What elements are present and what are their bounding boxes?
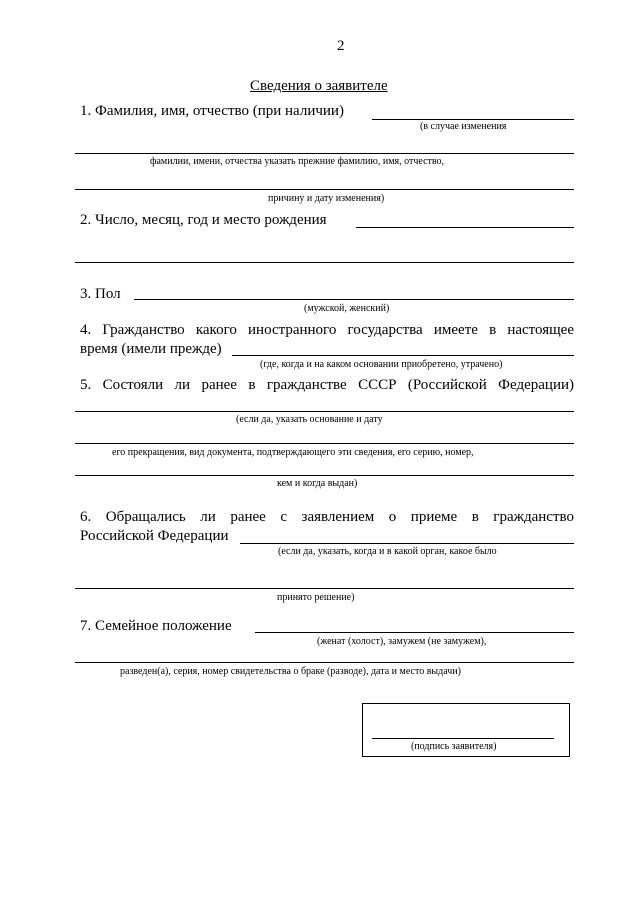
q1-field-2[interactable] [75,153,574,154]
q1-label: 1. Фамилия, имя, отчество (при наличии) [80,103,344,119]
q5-field-2[interactable] [75,443,574,444]
q5-hint-1: (если да, указать основание и дату [236,414,383,425]
q2-field-1[interactable] [356,227,574,228]
q2-label: 2. Число, месяц, год и место рождения [80,212,327,228]
q4-label-line2: время (имели прежде) [80,341,222,357]
q4-label-line1: 4. Гражданство какого иностранного государства имеете в настоящее [80,322,574,338]
q5-field-1[interactable] [75,411,574,412]
q1-hint-3: причину и дату изменения) [268,193,385,204]
q7-label: 7. Семейное положение [80,618,232,634]
q6-label-line1: 6. Обращались ли ранее с заявлением о приеме в гражданство [80,509,574,525]
q6-label-line2: Российской Федерации [80,528,229,544]
q2-field-2[interactable] [75,262,574,263]
q7-hint-1: (женат (холост), замужем (не замужем), [317,636,487,647]
q5-hint-2: его прекращения, вид документа, подтверждающего эти сведения, его серию, номер, [112,447,474,458]
q4-hint: (где, когда и на каком основании приобретено, утрачено) [260,359,503,370]
q6-field-2[interactable] [75,588,574,589]
q1-field-3[interactable] [75,189,574,190]
signature-field[interactable] [372,738,554,739]
q3-hint: (мужской, женский) [304,303,390,314]
q1-name-field[interactable] [372,119,574,120]
form-title: Сведения о заявителе [250,78,388,94]
q3-field[interactable] [134,299,574,300]
q6-hint-1: (если да, указать, когда и в какой орган, какое было [278,546,497,557]
q5-field-3[interactable] [75,475,574,476]
q6-hint-2: принято решение) [277,592,355,603]
q4-field[interactable] [232,355,574,356]
q6-field-1[interactable] [240,543,574,544]
signature-hint: (подпись заявителя) [411,741,497,752]
q7-hint-2: разведен(а), серия, номер свидетельства о браке (разводе), дата и место выдачи) [120,666,461,677]
q7-field-1[interactable] [255,632,574,633]
q5-hint-3: кем и когда выдан) [277,478,358,489]
q1-hint-1: (в случае изменения [420,121,507,132]
q1-hint-2: фамилии, имени, отчества указать прежние фамилию, имя, отчество, [150,156,445,167]
q3-label: 3. Пол [80,286,121,302]
q5-label: 5. Состояли ли ранее в гражданстве СССР (Российской Федерации) [80,377,574,393]
page-number: 2 [337,38,345,54]
q7-field-2[interactable] [75,662,574,663]
